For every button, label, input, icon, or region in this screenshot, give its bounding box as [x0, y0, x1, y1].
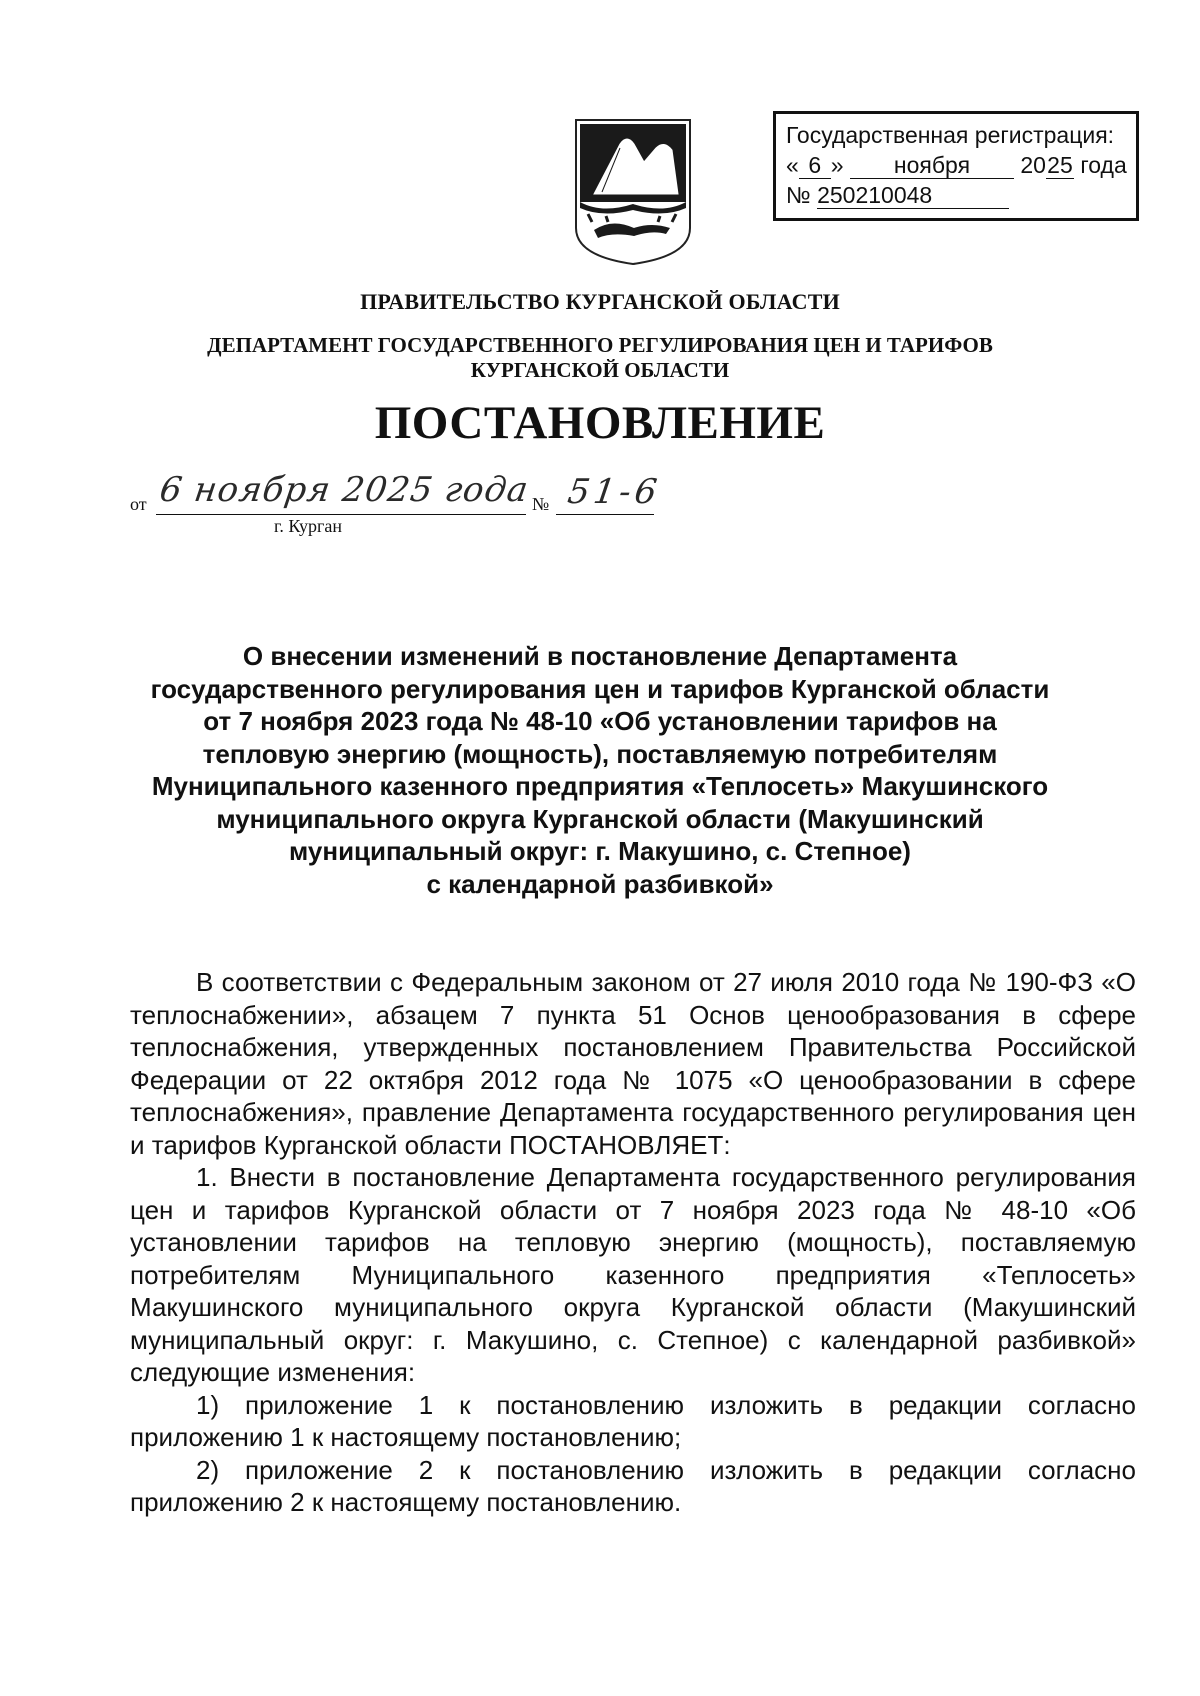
department-line-1: ДЕПАРТАМЕНТ ГОСУДАРСТВЕННОГО РЕГУЛИРОВАНИЯ ЦЕН И ТАРИФОВ: [207, 333, 993, 357]
registration-year-word: года: [1080, 152, 1127, 178]
registration-number: 250210048: [817, 182, 1009, 209]
city-label: г. Курган: [274, 516, 343, 536]
number-label: №: [532, 494, 550, 514]
date-number-line: [130, 470, 830, 550]
department-heading: [0, 333, 1200, 383]
title-line: О внесении изменений в постановление Департамента: [242, 641, 958, 671]
government-heading: ПРАВИТЕЛЬСТВО КУРГАНСКОЙ ОБЛАСТИ: [360, 289, 840, 314]
department-line-2: КУРГАНСКОЙ ОБЛАСТИ: [470, 358, 730, 382]
title-line: Муниципального казенного предприятия «Теплосеть» Макушинского: [151, 771, 1049, 801]
registration-date: [786, 150, 1136, 180]
from-label: от: [130, 494, 147, 514]
registration-day-open: «: [786, 152, 799, 178]
registration-num-sign: №: [786, 182, 811, 208]
handwritten-date: 6 ноября 2025 года: [157, 470, 532, 510]
subitem-2-paragraph: 2) приложение 2 к постановлению изложить в редакции согласно приложению 2 к настоящему постановлению.: [130, 1454, 1136, 1517]
title-line: государственного регулирования цен и тарифов Курганской области: [150, 673, 1050, 704]
coat-of-arms-icon: [572, 118, 694, 266]
registration-year-prefix: 20: [1020, 152, 1046, 178]
registration-day: 6: [799, 152, 831, 179]
handwritten-number: 51-6: [565, 472, 664, 512]
title-line: муниципальный округ: г. Макушино, с. Степное): [289, 836, 911, 866]
registration-day-close: »: [830, 152, 844, 178]
document-body: [130, 966, 1136, 1519]
subitem-1-paragraph: 1) приложение 1 к постановлению изложить в редакции согласно приложению 1 к настоящему постановлению;: [130, 1389, 1136, 1452]
number-underline: [556, 514, 654, 515]
title-line: с календарной разбивкой»: [426, 868, 774, 899]
title-line: муниципального округа Курганской области (Макушинский: [216, 803, 984, 834]
item-1-paragraph: 1. Внести в постановление Департамента государственного регулирования цен и тарифов Курганской области от 7 ноября 2023 года № 48-10 «Об установлении тарифов на тепловую энергию (мощность), поставляемую потребителям Муниципального казенного предприятия «Теплосеть» Макушинского муниципального округа Курганской области (Макушинский муниципальный округ: г. Макушино, с. Степное) с календарной разбивкой» следующие изменения:: [130, 1162, 1136, 1387]
title-line: тепловую энергию (мощность), поставляемую потребителям: [202, 738, 998, 769]
preamble-paragraph: В соответствии с Федеральным законом от 27 июля 2010 года № 190-ФЗ «О теплоснабжении», абзацем 7 пункта 51 Основ ценообразования в сфере теплоснабжения, утвержденных постановлением Правительства Российской Федерации от 22 октября 2012 года № 1075 «О ценообразовании в сфере теплоснабжения», правление Департамента государственного регулирования цен и тарифов Курганской области ПОСТАНОВЛЯЕТ:: [130, 967, 1136, 1160]
document-title: [100, 640, 1100, 900]
registration-stamp: [773, 111, 1139, 221]
registration-year-suffix: 25: [1047, 152, 1073, 178]
registration-number-row: [786, 180, 1136, 210]
registration-title: Государственная регистрация:: [786, 122, 1115, 148]
document-type: ПОСТАНОВЛЕНИЕ: [374, 397, 826, 449]
registration-month: ноября: [850, 152, 1014, 179]
date-underline: [156, 514, 526, 515]
title-line: от 7 ноября 2023 года № 48-10 «Об установлении тарифов на: [203, 706, 997, 736]
